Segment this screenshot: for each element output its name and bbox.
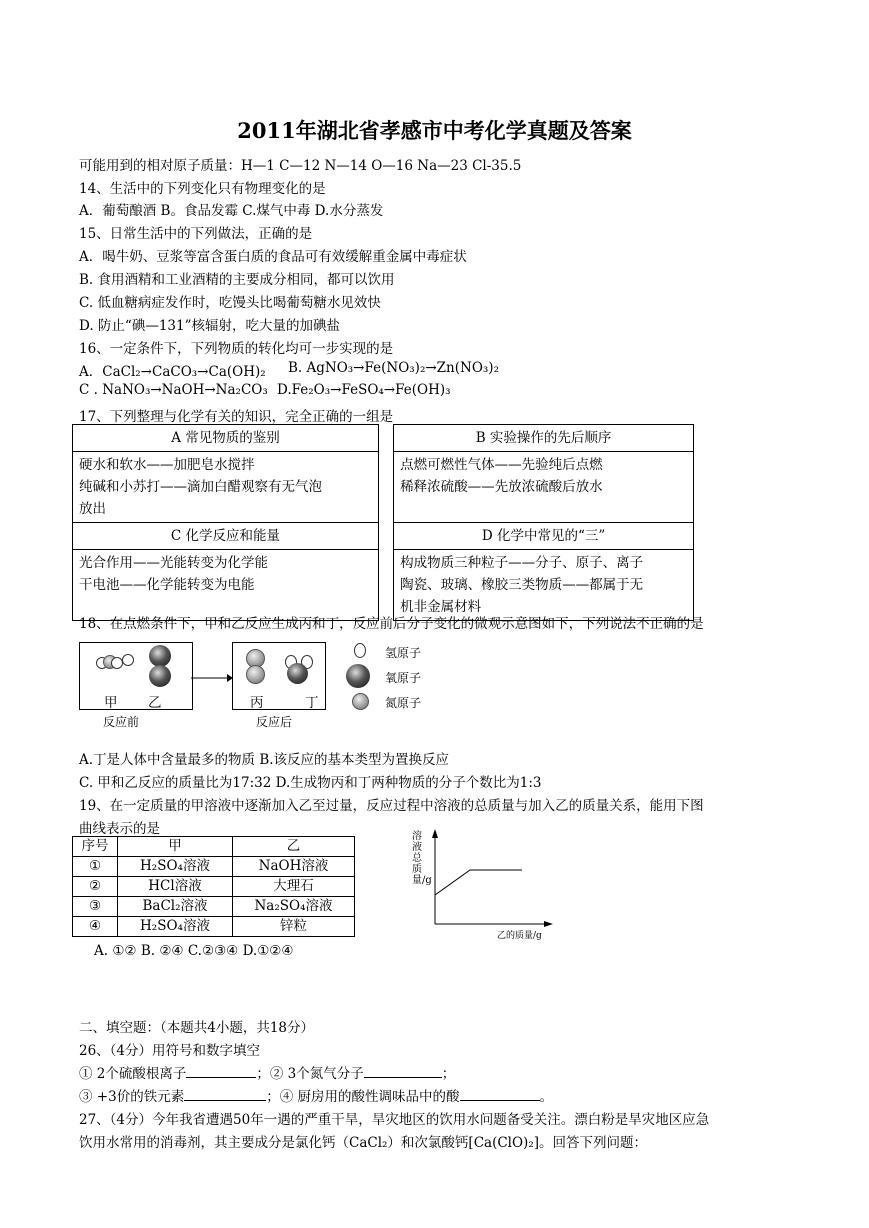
hydrogen-atom: [122, 654, 134, 666]
q14-options: A．葡萄酿酒 B。食品发霉 C.煤气中毒 D.水分蒸发: [79, 203, 384, 219]
q15-option-a: A．喝牛奶、豆浆等富含蛋白质的食品可有效缓解重金属中毒症状: [79, 249, 467, 265]
q27-line2: 饮用水常用的消毒剂，其主要成分是氯化钙（CaCl₂）和次氯酸钙[Ca(ClO)₂]。回答下列问题：: [79, 1135, 648, 1151]
q19-cell: 大理石: [233, 877, 355, 897]
q15-option-c: C. 低血糖病症发作时，吃馒头比喝葡萄糖水见效快: [79, 295, 381, 311]
q16-option-c: C . NaNO₃→NaOH→Na₂CO₃: [79, 382, 268, 398]
oxygen-atom: [149, 665, 171, 687]
q26-line2: [79, 1085, 553, 1105]
q17-c-line2: 干电池——化学能转变为电能: [79, 577, 255, 593]
q17-b-body: [394, 452, 694, 523]
q17-b-head: B 实验操作的先后顺序: [394, 425, 694, 452]
q14-stem: 14、生活中的下列变化只有物理变化的是: [79, 181, 326, 197]
q27-line1: 27、（4分）今年我省遭遇50年一遇的严重干旱，旱灾地区的饮用水问题备受关注。漂白粉是旱灾地区应急: [79, 1112, 710, 1128]
q19-cell: ②: [73, 877, 118, 897]
q17-c-body: [73, 550, 379, 621]
q26-blank-1[interactable]: [186, 1063, 256, 1078]
q19-table: [72, 836, 355, 937]
q19-cell: H₂SO₄溶液: [118, 857, 233, 877]
q17-b-line2: 稀释浓硫酸——先放浓硫酸后放水: [400, 479, 603, 495]
q26-part2-end: ；: [441, 1066, 456, 1082]
q19-cell: ③: [73, 897, 118, 917]
q17-d-line2: 陶瓷、玻璃、橡胶三类物质——都属于无: [400, 577, 644, 593]
atomic-masses: 可能用到的相对原子质量：H—1 C—12 N—14 O—16 Na—23 Cl-35.5: [79, 158, 522, 174]
q17-d-body: [394, 550, 694, 621]
q17-d-line3: 机非金属材料: [400, 599, 482, 615]
label-bing: 丙: [250, 695, 264, 711]
page-title: 2011年湖北省孝感市中考化学真题及答案: [237, 118, 632, 143]
q26-blank-2[interactable]: [364, 1063, 442, 1078]
q15-stem: 15、日常生活中的下列做法，正确的是: [79, 226, 313, 242]
section-2-heading: 二、填空题：（本题共4小题，共18分）: [79, 1020, 315, 1036]
q19-stem-line2: 曲线表示的是: [79, 821, 160, 837]
q17-b-line1: 点燃可燃性气体——先验纯后点燃: [400, 457, 603, 473]
q15-option-d: D. 防止“碘—131”核辐射，吃大量的加碘盐: [79, 318, 340, 334]
q19-cell: Na₂SO₄溶液: [233, 897, 355, 917]
q17-c-line1: 光合作用——光能转变为化学能: [79, 555, 268, 571]
q19-graph-ylabel: 溶液总质量/g: [412, 831, 432, 886]
q26-part1: ① 2个硫酸根离子: [79, 1066, 187, 1082]
q17-c-head: C 化学反应和能量: [73, 523, 379, 550]
table-row: [73, 917, 355, 937]
q19-cell: HCl溶液: [118, 877, 233, 897]
q17-d-line1: 构成物质三种粒子——分子、原子、离子: [400, 555, 644, 571]
legend-nitrogen: 氮原子: [385, 696, 422, 710]
legend-oxygen: 氧原子: [385, 671, 422, 685]
nitrogen-atom: [246, 665, 265, 684]
q17-a-line3: 放出: [79, 501, 106, 517]
q26-blank-4[interactable]: [460, 1086, 540, 1101]
label-ding: 丁: [305, 695, 319, 711]
q17-stem: 17、下列整理与化学有关的知识，完全正确的一组是: [79, 409, 394, 425]
q17-a-line2: 纯碱和小苏打——滴加白醋观察有无气泡: [79, 479, 322, 495]
q17-knowledge-table: [72, 424, 694, 621]
q16-stem: 16、一定条件下，下列物质的转化均可一步实现的是: [79, 341, 394, 357]
legend-oxygen-icon: [346, 664, 370, 688]
oxygen-atom: [149, 645, 171, 667]
label-after: 反应后: [256, 715, 293, 729]
table-row: [73, 857, 355, 877]
q19-header-yi: 乙: [233, 837, 355, 857]
q18-options-cd: C. 甲和乙反应的质量比为17:32 D.生成物丙和丁两种物质的分子个数比为1:3: [79, 775, 542, 791]
q19-cell: ④: [73, 917, 118, 937]
q19-cell: H₂SO₄溶液: [118, 917, 233, 937]
q17-a-head: A 常见物质的鉴别: [73, 425, 379, 452]
q26-part2: ；② 3个氮气分子: [256, 1066, 364, 1082]
q16-option-b: B. AgNO₃→Fe(NO₃)₂→Zn(NO₃)₂: [288, 360, 499, 376]
q17-a-line1: 硬水和软水——加肥皂水搅拌: [79, 457, 255, 473]
q19-stem-line1: 19、在一定质量的甲溶液中逐渐加入乙至过量，反应过程中溶液的总质量与加入乙的质量关系，能用下图: [79, 798, 704, 814]
q19-header-no: 序号: [73, 837, 118, 857]
q19-cell: 锌粒: [233, 917, 355, 937]
q26-stem: 26、（4分）用符号和数字填空: [79, 1043, 261, 1059]
legend-hydrogen: 氢原子: [385, 646, 422, 660]
q19-options: A. ①② B. ②④ C.②③④ D.①②④: [94, 943, 294, 959]
q16-option-a: A．CaCl₂→CaCO₃→Ca(OH)₂: [79, 364, 266, 380]
q19-cell: NaOH溶液: [233, 857, 355, 877]
q19-cell: BaCl₂溶液: [118, 897, 233, 917]
q18-options-ab: A.丁是人体中含量最多的物质 B.该反应的基本类型为置换反应: [79, 752, 450, 768]
legend-nitrogen-icon: [352, 693, 369, 710]
q17-a-body: [73, 452, 379, 523]
oxygen-atom: [287, 663, 308, 684]
q18-stem: 18、在点燃条件下，甲和乙反应生成丙和丁，反应前后分子变化的微观示意图如下，下列说法不正确的是: [79, 616, 704, 632]
q18-after-box: [232, 642, 326, 710]
q19-graph: [410, 826, 560, 942]
q26-part3: ③ +3价的铁元素: [79, 1089, 185, 1105]
label-yi: 乙: [148, 695, 162, 711]
reaction-arrow: [191, 672, 233, 684]
q26-part4-end: 。: [539, 1089, 553, 1105]
q17-d-head: D 化学中常见的“三”: [394, 523, 694, 550]
legend-hydrogen-icon: [354, 643, 366, 658]
q19-header-jia: 甲: [118, 837, 233, 857]
label-jia: 甲: [104, 695, 118, 711]
q19-cell: ①: [73, 857, 118, 877]
label-before: 反应前: [103, 715, 140, 729]
q26-line1: [79, 1062, 455, 1082]
table-row: [73, 897, 355, 917]
q19-graph-xlabel: 乙的质量/g: [497, 931, 542, 941]
q18-before-box: [79, 642, 193, 710]
q26-part4: ；④ 厨房用的酸性调味品中的酸: [266, 1089, 460, 1105]
q15-option-b: B. 食用酒精和工业酒精的主要成分相同，都可以饮用: [79, 272, 395, 288]
q26-blank-3[interactable]: [184, 1086, 266, 1101]
q16-option-d: D.Fe₂O₃→FeSO₄→Fe(OH)₃: [277, 382, 451, 398]
table-row: [73, 877, 355, 897]
